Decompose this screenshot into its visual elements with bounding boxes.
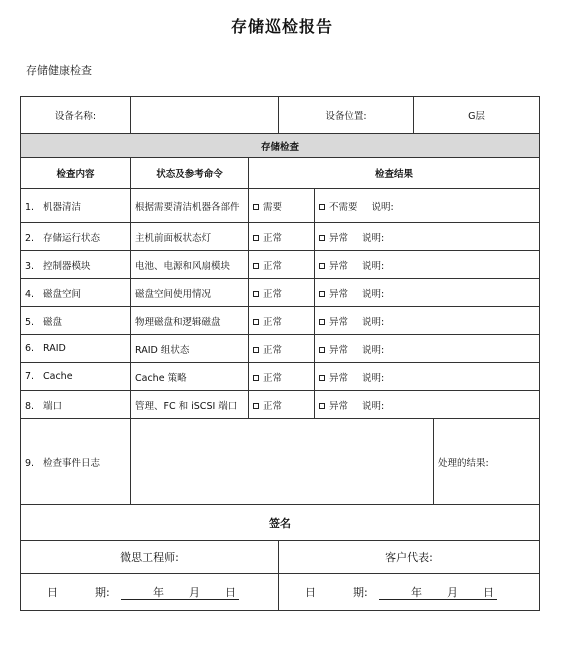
note-label: 说明: bbox=[362, 372, 385, 384]
check-item bbox=[21, 391, 131, 419]
column-header-item: 检查内容 bbox=[21, 158, 131, 189]
signature-names-row bbox=[21, 541, 540, 574]
note-label: 说明: bbox=[362, 400, 385, 412]
row-number: 5. bbox=[25, 316, 35, 328]
check-item bbox=[21, 363, 131, 391]
check-item bbox=[21, 335, 131, 363]
customer-date[interactable] bbox=[279, 574, 540, 611]
year-label: 年 bbox=[411, 586, 422, 599]
item-label: 存储运行状态 bbox=[43, 232, 101, 244]
device-name-label: 设备名称: bbox=[21, 97, 131, 134]
note-label: 说明: bbox=[362, 232, 385, 244]
option-2[interactable]: 异常 说明: bbox=[315, 363, 540, 391]
item-label: 检查事件日志 bbox=[43, 457, 101, 469]
checkbox-icon[interactable] bbox=[319, 347, 325, 353]
table-row bbox=[21, 363, 540, 391]
item-label: 机器清洁 bbox=[43, 201, 82, 213]
check-item bbox=[21, 307, 131, 335]
item-label: RAID bbox=[43, 343, 66, 354]
item-label: 磁盘 bbox=[43, 316, 63, 328]
row-number: 6. bbox=[25, 343, 35, 354]
column-header-command: 状态及参考命令 bbox=[131, 158, 249, 189]
option-2[interactable]: 异常 说明: bbox=[315, 279, 540, 307]
checkbox-icon[interactable] bbox=[253, 235, 259, 241]
row-number: 9. bbox=[25, 457, 35, 469]
row-number: 4. bbox=[25, 288, 35, 300]
table-row bbox=[21, 279, 540, 307]
checkbox-icon[interactable] bbox=[319, 291, 325, 297]
event-log-content[interactable] bbox=[131, 419, 434, 505]
item-label: 控制器模块 bbox=[43, 260, 91, 272]
month-label: 月 bbox=[189, 586, 200, 599]
checkbox-icon[interactable] bbox=[253, 263, 259, 269]
checkbox-icon[interactable] bbox=[319, 375, 325, 381]
check-command: Cache 策略 bbox=[131, 363, 249, 391]
row-number: 1. bbox=[25, 201, 35, 213]
checkbox-icon[interactable] bbox=[253, 291, 259, 297]
checkbox-icon[interactable] bbox=[253, 347, 259, 353]
table-row bbox=[21, 335, 540, 363]
checkbox-icon[interactable] bbox=[319, 403, 325, 409]
engineer-date[interactable] bbox=[21, 574, 279, 611]
option-1[interactable]: 正常 bbox=[249, 307, 315, 335]
signature-date-row bbox=[21, 574, 540, 611]
option-2[interactable]: 异常 说明: bbox=[315, 391, 540, 419]
checkbox-icon[interactable] bbox=[319, 204, 325, 210]
table-row bbox=[21, 307, 540, 335]
option-1[interactable]: 正常 bbox=[249, 223, 315, 251]
item-label: 磁盘空间 bbox=[43, 288, 82, 300]
column-header-result: 检查结果 bbox=[249, 158, 540, 189]
check-item bbox=[21, 189, 131, 223]
option-2[interactable]: 异常 说明: bbox=[315, 223, 540, 251]
date-label-left: 日 bbox=[305, 586, 316, 599]
customer-label: 客户代表: bbox=[279, 541, 540, 574]
item-label: Cache bbox=[43, 371, 73, 382]
note-label: 说明: bbox=[362, 288, 385, 300]
month-label: 月 bbox=[447, 586, 458, 599]
row-number: 7. bbox=[25, 371, 35, 382]
check-item bbox=[21, 251, 131, 279]
checkbox-icon[interactable] bbox=[253, 375, 259, 381]
year-label: 年 bbox=[153, 586, 164, 599]
check-command: 物理磁盘和逻辑磁盘 bbox=[131, 307, 249, 335]
check-item bbox=[21, 223, 131, 251]
date-label-left: 日 bbox=[47, 586, 58, 599]
device-name-value[interactable] bbox=[131, 97, 279, 134]
option-1[interactable]: 正常 bbox=[249, 251, 315, 279]
check-item bbox=[21, 279, 131, 307]
engineer-label: 微思工程师: bbox=[21, 541, 279, 574]
option-2[interactable]: 异常 说明: bbox=[315, 335, 540, 363]
day-label: 日 bbox=[225, 586, 236, 599]
checkbox-icon[interactable] bbox=[319, 319, 325, 325]
option-2[interactable]: 异常 说明: bbox=[315, 251, 540, 279]
report-title: 存储巡检报告 bbox=[230, 17, 333, 36]
checkbox-icon[interactable] bbox=[319, 263, 325, 269]
check-command: RAID 组状态 bbox=[131, 335, 249, 363]
checkbox-icon[interactable] bbox=[319, 235, 325, 241]
day-label: 日 bbox=[483, 586, 494, 599]
device-location-label: 设备位置: bbox=[279, 97, 414, 134]
checkbox-icon[interactable] bbox=[253, 319, 259, 325]
option-2[interactable]: 不需要 说明: bbox=[315, 189, 540, 223]
signature-title: 签名 bbox=[21, 505, 540, 541]
device-location-value[interactable]: G层 bbox=[414, 97, 540, 134]
section-header: 存储检查 bbox=[21, 134, 540, 158]
date-line[interactable] bbox=[121, 587, 239, 600]
event-log-row bbox=[21, 419, 540, 505]
note-label: 说明: bbox=[362, 316, 385, 328]
device-info-row bbox=[21, 97, 540, 134]
row-number: 3. bbox=[25, 260, 35, 272]
column-header-row bbox=[21, 158, 540, 189]
option-2[interactable]: 异常 说明: bbox=[315, 307, 540, 335]
option-1[interactable]: 正常 bbox=[249, 335, 315, 363]
check-command: 电池、电源和风扇模块 bbox=[131, 251, 249, 279]
row-number: 8. bbox=[25, 400, 35, 412]
checkbox-icon[interactable] bbox=[253, 403, 259, 409]
option-1[interactable]: 正常 bbox=[249, 279, 315, 307]
table-row bbox=[21, 251, 540, 279]
option-1[interactable]: 需要 bbox=[249, 189, 315, 223]
table-row bbox=[21, 189, 540, 223]
result-label: 处理的结果: bbox=[434, 419, 540, 505]
note-label: 说明: bbox=[362, 344, 385, 356]
signature-header-row bbox=[21, 505, 540, 541]
row-number: 2. bbox=[25, 232, 35, 244]
date-label-right: 期: bbox=[95, 586, 110, 599]
checkbox-icon[interactable] bbox=[253, 204, 259, 210]
note-label: 说明: bbox=[362, 260, 385, 272]
date-line[interactable] bbox=[379, 587, 497, 600]
table-row bbox=[21, 223, 540, 251]
note-label: 说明: bbox=[371, 201, 394, 213]
inspection-table bbox=[20, 96, 540, 611]
date-label-right: 期: bbox=[353, 586, 368, 599]
section-header-row bbox=[21, 134, 540, 158]
check-item bbox=[21, 419, 131, 505]
item-label: 端口 bbox=[43, 400, 63, 412]
report-subtitle: 存储健康检查 bbox=[26, 64, 92, 77]
table-row bbox=[21, 391, 540, 419]
option-1[interactable]: 正常 bbox=[249, 363, 315, 391]
check-command: 根据需要清洁机器各部件 bbox=[131, 189, 249, 223]
check-command: 主机前面板状态灯 bbox=[131, 223, 249, 251]
option-1[interactable]: 正常 bbox=[249, 391, 315, 419]
check-command: 管理、FC 和 iSCSI 端口 bbox=[131, 391, 249, 419]
check-command: 磁盘空间使用情况 bbox=[131, 279, 249, 307]
